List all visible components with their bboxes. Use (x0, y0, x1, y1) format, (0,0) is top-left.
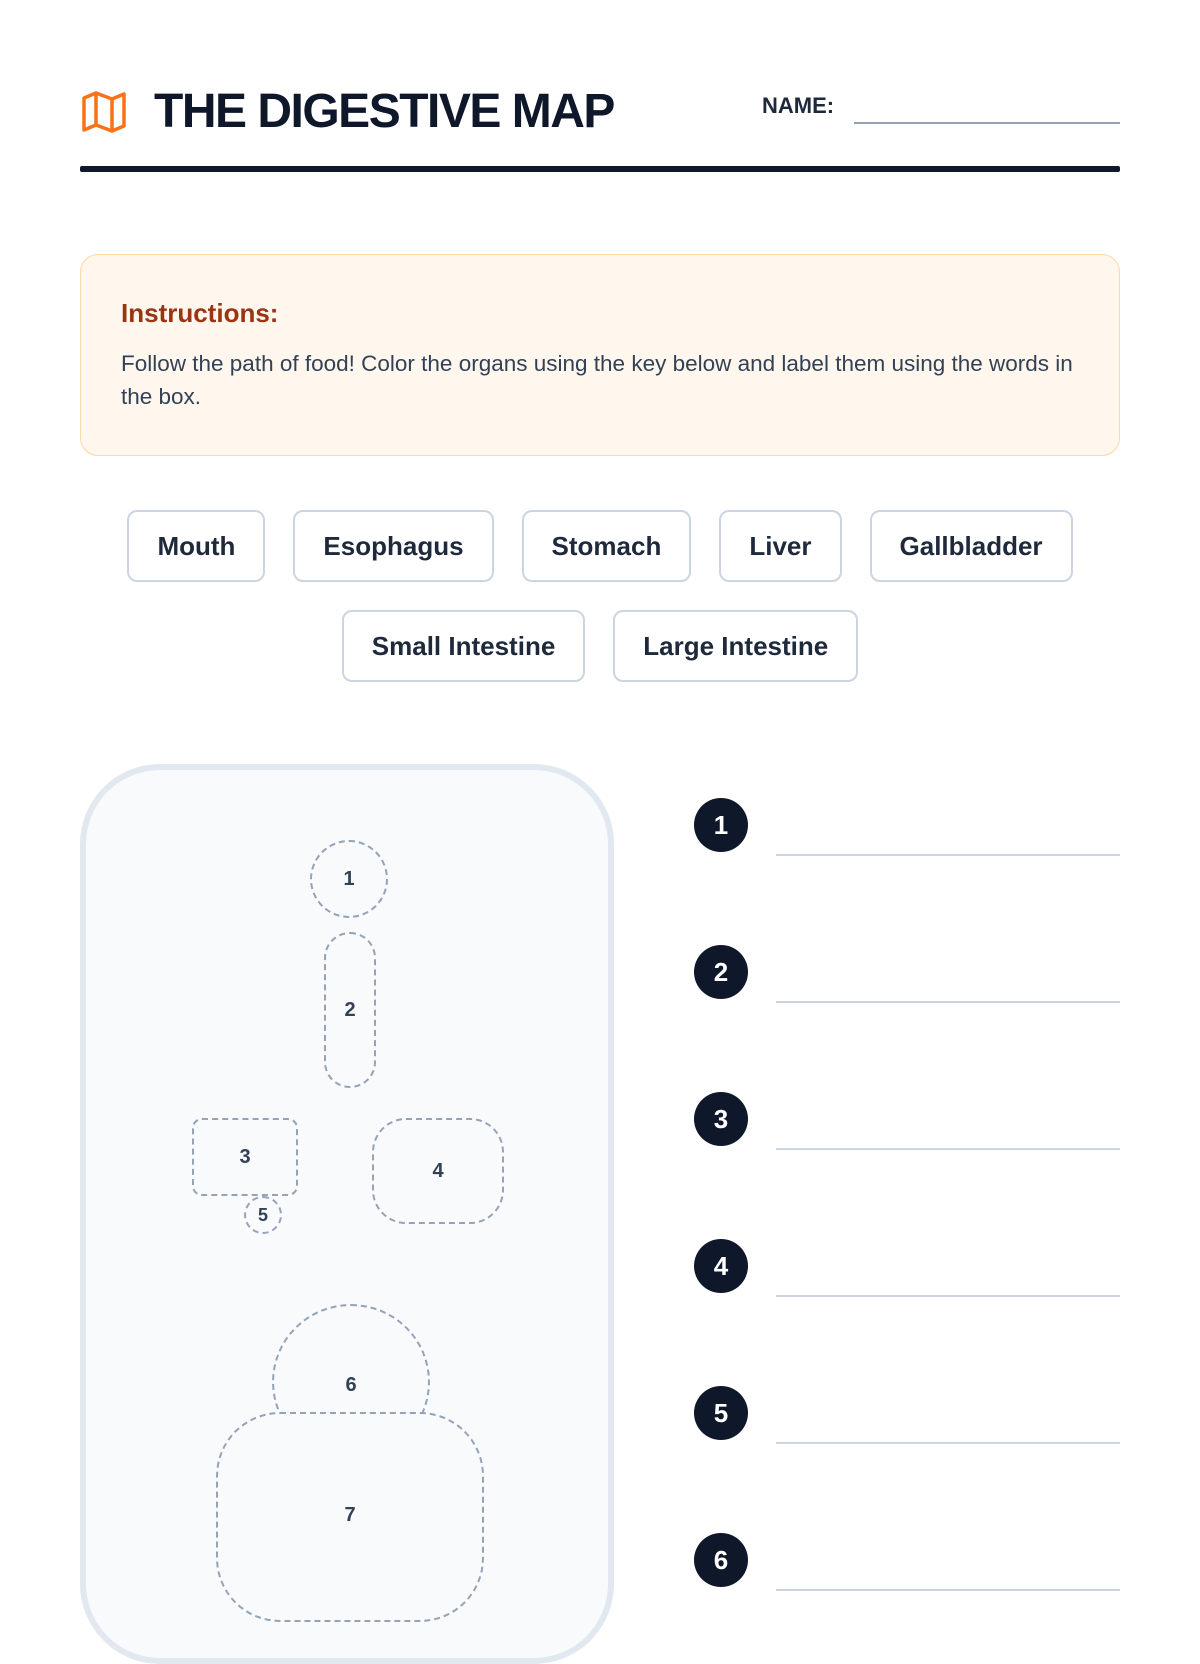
organ-5-gallbladder[interactable]: 5 (244, 1196, 282, 1234)
answer-line[interactable] (776, 1001, 1120, 1003)
number-badge: 5 (694, 1386, 748, 1440)
number-badge: 4 (694, 1239, 748, 1293)
number-badge: 2 (694, 945, 748, 999)
number-badge: 6 (694, 1533, 748, 1587)
word-chip-gallbladder: Gallbladder (870, 510, 1073, 582)
organ-3-liver[interactable]: 3 (192, 1118, 298, 1196)
organ-4-stomach[interactable]: 4 (372, 1118, 504, 1224)
instructions-title: Instructions: (121, 298, 279, 328)
number-badge: 1 (694, 798, 748, 852)
word-chip-small-intestine: Small Intestine (342, 610, 586, 682)
answer-line[interactable] (776, 1148, 1120, 1150)
map-icon (80, 88, 128, 136)
answer-row (694, 1092, 1120, 1152)
organ-6-small-intestine[interactable]: 6 (272, 1304, 430, 1460)
page-title: THE DIGESTIVE MAP (154, 85, 614, 138)
answer-line[interactable] (776, 1442, 1120, 1444)
organ-2-esophagus[interactable]: 2 (324, 932, 376, 1088)
organ-7-large-intestine[interactable]: 7 (216, 1412, 484, 1622)
name-label: NAME: (762, 93, 835, 118)
name-field-line[interactable] (854, 122, 1120, 124)
answer-row (694, 1239, 1120, 1299)
word-chip-liver: Liver (719, 510, 841, 582)
answer-row (694, 1386, 1120, 1446)
answer-row (694, 945, 1120, 1005)
answer-line[interactable] (776, 1589, 1120, 1591)
word-chip-mouth: Mouth (127, 510, 265, 582)
word-chip-esophagus: Esophagus (293, 510, 493, 582)
worksheet-header (80, 84, 1120, 174)
answer-row (694, 798, 1120, 858)
instructions-text: Follow the path of food! Color the organs using the key below and label them using the words in the box. (121, 351, 1073, 409)
answer-row (694, 1533, 1120, 1593)
word-chip-large-intestine: Large Intestine (613, 610, 858, 682)
number-badge: 3 (694, 1092, 748, 1146)
word-chip-stomach: Stomach (522, 510, 692, 582)
answer-line[interactable] (776, 854, 1120, 856)
header-divider (80, 166, 1120, 172)
body-diagram (80, 764, 614, 1664)
word-bank (80, 510, 1120, 682)
instructions-box (80, 254, 1120, 456)
organ-1-mouth[interactable]: 1 (310, 840, 388, 918)
answer-line[interactable] (776, 1295, 1120, 1297)
